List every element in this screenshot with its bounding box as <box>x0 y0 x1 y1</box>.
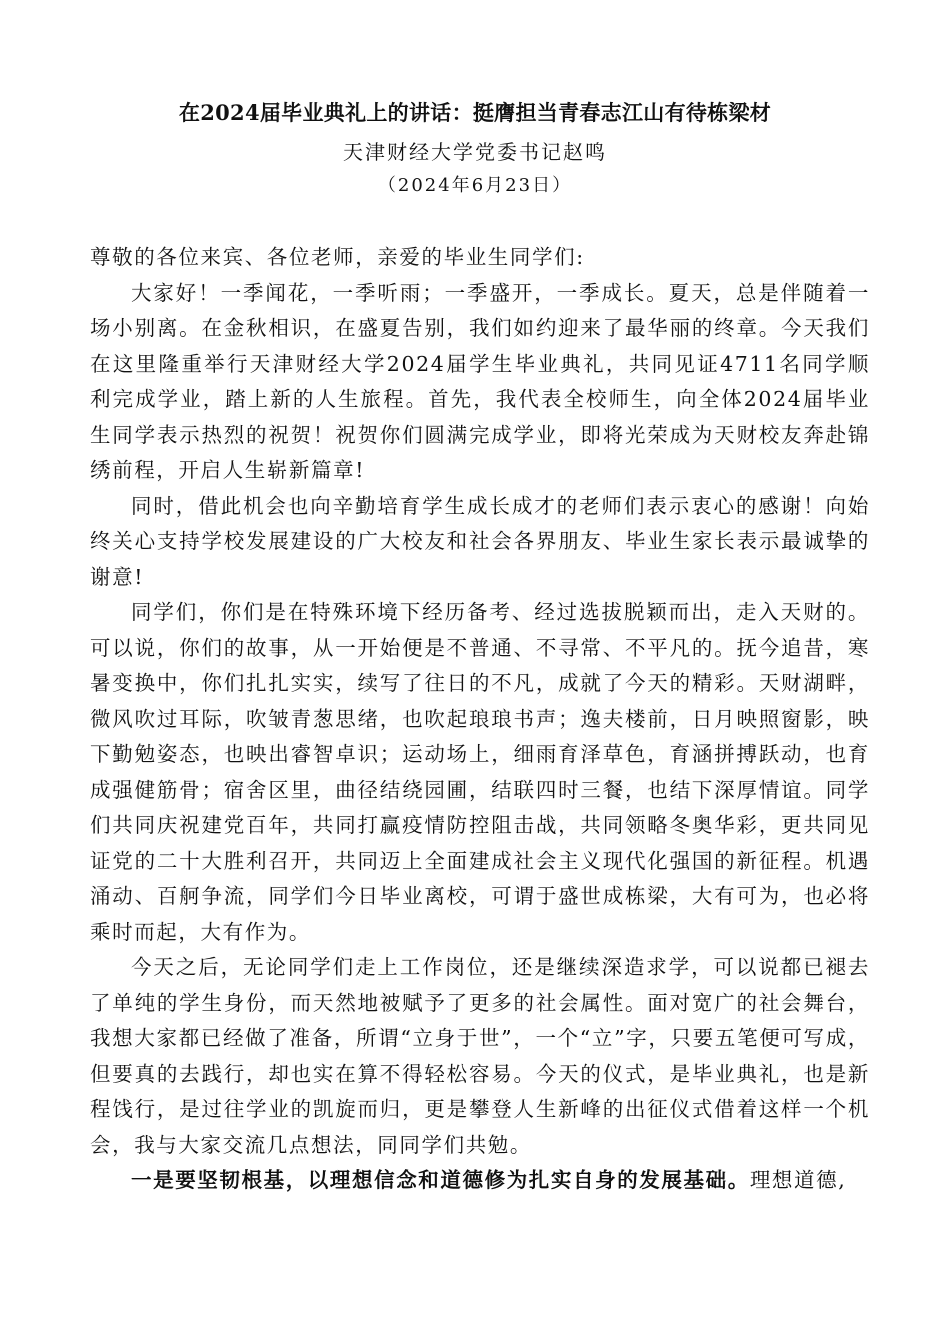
paragraph-5 <box>90 1163 870 1199</box>
salutation: 尊敬的各位来宾、各位老师，亲爱的毕业生同学们: <box>90 245 585 269</box>
paragraph-5-text: 理想道德, <box>749 1168 847 1192</box>
paragraph-5-lead: 一是要坚韧根基，以理想信念和道德修为扎实自身的发展基础。 <box>131 1168 750 1192</box>
paragraph-3: 同学们，你们是在特殊环境下经历备考、经过选拔脱颖而出，走入天财的。可以说，你们的故事，从一开始便是不普通、不寻常、不平凡的。抚今追昔，寒暑变换中，你们扎扎实实，续写了往日的不凡，成就了今天的精彩。天财湖畔，微风吹过耳际，吹皱青葱思绪，也吹起琅琅书声；逸夫楼前，日月映照窗影，映下勤勉姿态，也映出睿智卓识；运动场上，细雨育泽草色，育涵拼搏跃动，也育成强健筋骨；宿舍区里，曲径结绕园圃，结联四时三餐，也结下深厚情谊。同学们共同庆祝建党百年，共同打赢疫情防控阻击战，共同领略冬奥华彩，更共同见证党的二十大胜利召开，共同迈上全面建成社会主义现代化强国的新征程。机遇涌动、百舸争流，同学们今日毕业离校，可谓于盛世成栋梁，大有可为，也必将乘时而起，大有作为。 <box>90 600 870 944</box>
paragraph-1: 大家好！一季闻花，一季听雨；一季盛开，一季成长。夏天，总是伴随着一场小别离。在金秋相识，在盛夏告别，我们如约迎来了最华丽的终章。今天我们在这里隆重举行天津财经大学2024届学生毕业典礼，共同见证4711名同学顺利完成学业，踏上新的人生旅程。首先，我代表全校师生，向全体2024届毕业生同学表示热烈的祝贺！祝贺你们圆满完成学业，即将光荣成为天财校友奔赴锦绣前程，开启人生崭新篇章! <box>90 280 870 482</box>
speech-body <box>90 240 870 1199</box>
paragraph-4: 今天之后，无论同学们走上工作岗位，还是继续深造求学，可以说都已褪去了单纯的学生身份，而天然地被赋予了更多的社会属性。面对宽广的社会舞台，我想大家都已经做了准备，所谓“立身于世”，一个“立”字，只要五笔便可写成，但要真的去践行，却也实在算不得轻松容易。今天的仪式，是毕业典礼，也是新程饯行，是过往学业的凯旋而归，更是攀登人生新峰的出征仪式借着这样一个机会，我与大家交流几点想法，同同学们共勉。 <box>90 955 870 1157</box>
speech-date: （2024年6月23日） <box>377 175 573 196</box>
speaker-line: 天津财经大学党委书记赵鸣 <box>343 140 607 164</box>
speech-title: 在2024届毕业典礼上的讲话：挺膺担当青春志江山有待栋梁材 <box>178 100 772 125</box>
paragraph-2: 同时，借此机会也向辛勤培育学生成长成才的老师们表示衷心的感谢！向始终关心支持学校发展建设的广大校友和社会各界朋友、毕业生家长表示最诚挚的谢意! <box>90 493 870 589</box>
